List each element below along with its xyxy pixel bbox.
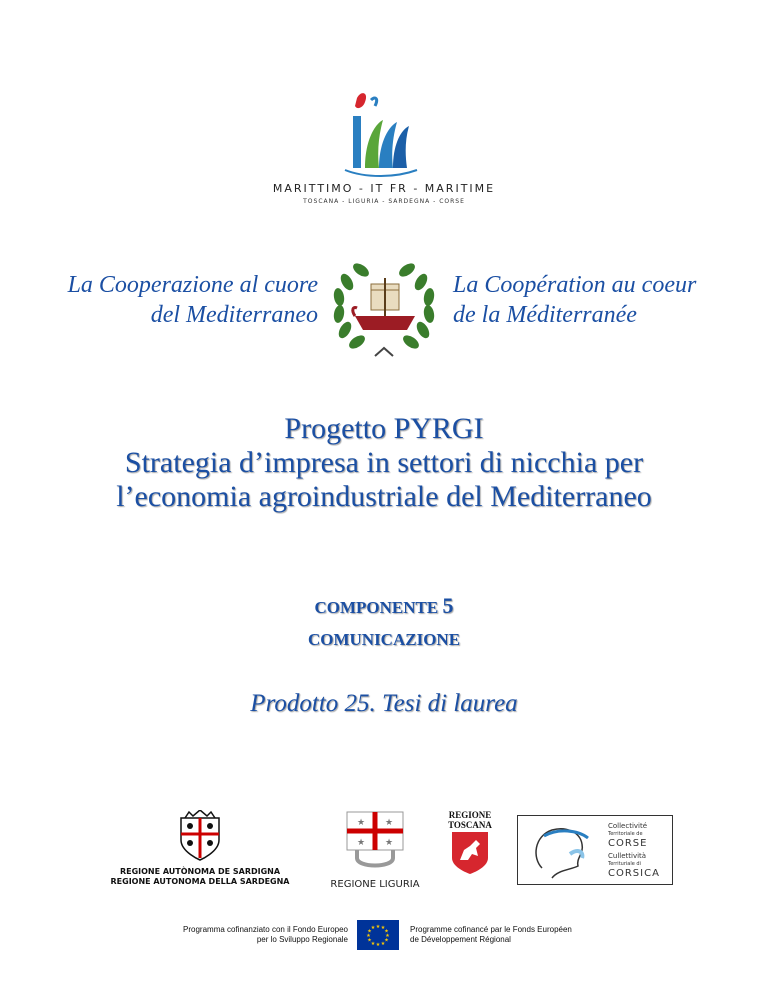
component-block: [0, 590, 768, 656]
document-title: [0, 412, 768, 514]
svg-text:★: ★: [384, 818, 394, 828]
programme-name: MARITTIMO - IT FR - MARITIME: [272, 182, 496, 195]
corse-text-6: CORSICA: [608, 868, 660, 879]
funding-italian: [160, 925, 348, 945]
svg-text:★: ★: [367, 928, 372, 935]
component-label: COMPONENTE: [314, 598, 443, 617]
svg-text:★: ★: [375, 924, 381, 930]
svg-text:★: ★: [356, 818, 366, 828]
liguria-label: REGIONE LIGURIA: [330, 879, 420, 890]
eu-flag-icon: [357, 920, 399, 950]
svg-text:★: ★: [380, 925, 386, 931]
regione-sardegna-logo: [100, 810, 300, 887]
corse-text-5: Territuriale di: [608, 861, 641, 867]
svg-text:★: ★: [380, 941, 386, 947]
svg-text:★: ★: [384, 937, 389, 944]
corse-text-1: Collectivité: [608, 822, 648, 830]
toscana-label-1: REGIONE: [448, 810, 492, 820]
motto-italian: [68, 270, 318, 330]
programme-regions: TOSCANA - LIGURIA - SARDEGNA - CORSE: [303, 198, 465, 205]
svg-text:★: ★: [384, 838, 394, 848]
motto-it-line2: del Mediterraneo: [150, 302, 318, 328]
corse-head-icon: [522, 818, 602, 884]
funding-fr-line1: Programme cofinancé par le Fonds Européen: [410, 925, 572, 934]
title-line3: l’economia agroindustriale del Mediterraneo: [116, 480, 652, 513]
svg-text:★: ★: [385, 933, 390, 939]
sardegna-crest-icon: [177, 810, 223, 862]
regione-liguria-logo: [315, 808, 435, 890]
collectivite-corse-logo: [517, 815, 673, 885]
funding-it-line2: per lo Sviluppo Regionale: [256, 935, 348, 944]
corse-text-2: Territoriale de: [608, 831, 643, 837]
component-heading: [0, 590, 768, 624]
component-number: 5: [442, 593, 454, 618]
component-name: COMUNICAZIONE: [307, 630, 461, 649]
motto-french: [453, 270, 696, 330]
funding-french: [410, 925, 630, 945]
sardegna-label-2: REGIONE AUTONOMA DELLA SARDEGNA: [110, 877, 290, 886]
funding-fr-line2: de Développement Régional: [410, 935, 511, 944]
corse-text-3: CORSE: [608, 838, 648, 849]
svg-text:★: ★: [356, 838, 366, 848]
svg-text:★: ★: [366, 933, 371, 939]
corse-text-4: Cullettività: [608, 852, 647, 860]
liguria-crest-icon: [343, 808, 407, 872]
title-line2: Strategia d’impresa in settori di nicchia per: [124, 446, 644, 479]
product-title: Prodotto 25. Tesi di laurea: [250, 690, 518, 717]
sardegna-label-1: REGIONE AUTÒNOMA DE SARDIGNA: [119, 867, 281, 876]
toscana-label-2: TOSCANA: [448, 820, 492, 830]
svg-text:★: ★: [370, 925, 376, 931]
svg-text:★: ★: [367, 937, 372, 944]
toscana-pegasus-icon: [450, 830, 490, 876]
svg-text:★: ★: [375, 942, 381, 948]
svg-text:★: ★: [384, 928, 389, 935]
svg-text:★: ★: [370, 941, 376, 947]
regione-toscana-logo: [440, 810, 500, 881]
funding-it-line1: Programma cofinanziato con il Fondo Europeo: [183, 925, 348, 934]
ship-laurel-emblem-icon: [325, 252, 443, 362]
motto-fr-line1: La Coopération au coeur: [453, 272, 697, 298]
motto-it-line1: La Cooperazione al cuore: [67, 272, 318, 298]
marittimo-logo-icon: [335, 90, 425, 180]
motto-fr-line2: de la Méditerranée: [453, 302, 637, 328]
title-line1: Progetto PYRGI: [284, 412, 484, 445]
